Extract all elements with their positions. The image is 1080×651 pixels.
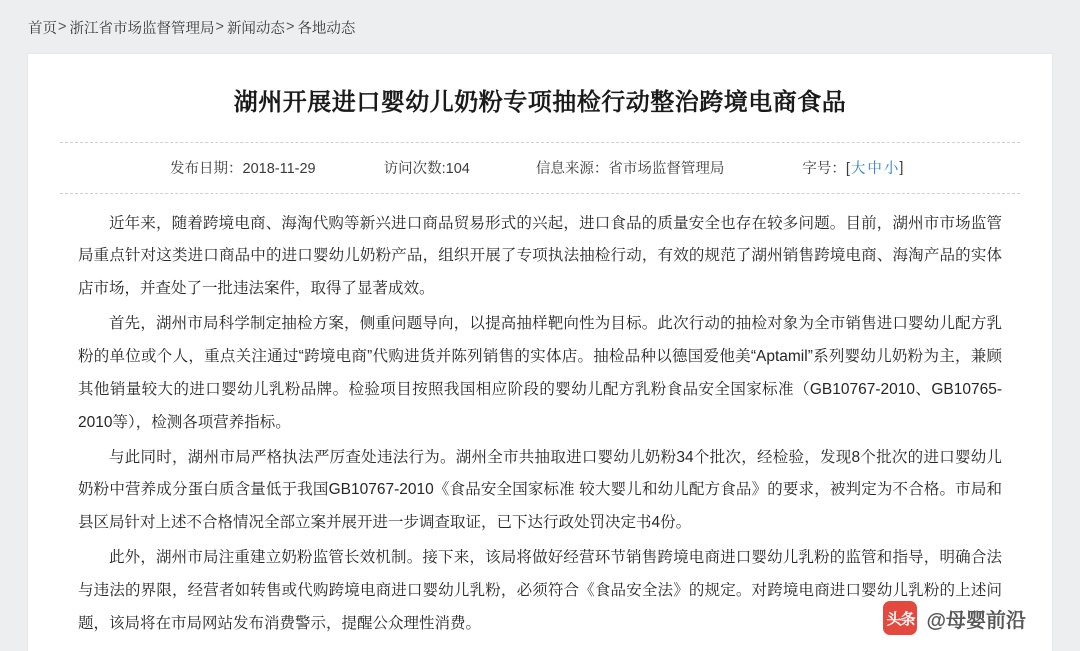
article-paragraph: 与此同时，湖州市局严格执法严厉查处违法行为。湖州全市共抽取进口婴幼儿奶粉34个批次，经检验，发现8个批次的进口婴幼儿奶粉中营养成分蛋白质含量低于我国GB10767-2010《食品安全国家标准 较大婴儿和幼儿配方食品》的要求，被判定为不合格。市局和县区局针对上述不合格情况全部立案并展开进一步调查取证，已下达行政处罚决定书4份。 [78, 448, 1002, 532]
article-paragraph: 此外，湖州市局注重建立奶粉监管长效机制。接下来，该局将做好经营环节销售跨境电商进口婴幼儿乳粉的监管和指导，明确合法与违法的界限，经营者如转售或代购跨境电商进口婴幼儿乳粉，必须符合《食品安全法》的规定。对跨境电商进口婴幼儿乳粉的上述问题，该局将在市局网站发布消费警示，提醒公众理性消费。 [78, 549, 1002, 632]
breadcrumb-separator: > [285, 19, 295, 35]
info-source: 信息来源：省市场监督管理局 [535, 161, 725, 178]
breadcrumb-item-news[interactable]: 新闻动态 [226, 20, 285, 37]
article-meta [60, 142, 1020, 194]
toutiao-logo-icon: 头条 [883, 601, 917, 635]
publish-date: 发布日期：2018-11-29 [170, 161, 316, 178]
visit-count: 访问次数:104 [383, 161, 470, 178]
breadcrumb-item-home[interactable]: 首页 [28, 20, 57, 37]
breadcrumb-separator: > [215, 19, 224, 35]
breadcrumb-item-bureau[interactable]: 浙江省市场监督管理局 [69, 20, 215, 37]
font-size-medium-button[interactable]: 中 [867, 161, 882, 178]
article-paragraph: 首先，湖州市局科学制定抽检方案，侧重问题导向，以提高抽样靶向性为目标。此次行动的抽检对象为全市销售进口婴幼儿配方乳粉的单位或个人，重点关注通过“跨境电商”代购进货并陈列销售的实体店。抽检品种以德国爱他美“Aptamil”系列婴幼儿奶粉为主，兼顾其他销量较大的进口婴幼儿乳粉品牌。检验项目按照我国相应阶段的婴幼儿配方乳粉食品安全国家标准（GB10767-2010、GB10765-2010等），检测各项营养指标。 [78, 315, 1002, 431]
article-card [28, 54, 1052, 651]
breadcrumb-separator: > [58, 19, 67, 35]
breadcrumb [0, 0, 1080, 54]
font-size-control [802, 157, 903, 178]
article-paragraph: 近年来，随着跨境电商、海淘代购等新兴进口商品贸易形式的兴起，进口食品的质量安全也存在较多问题。目前，湖州市市场监管局重点针对这类进口商品中的进口婴幼儿奶粉产品，组织开展了专项执法抽检行动，有效的规范了湖州销售跨境电商、海淘产品的实体店市场，并查处了一批违法案件，取得了显著成效。 [78, 214, 1002, 298]
font-size-large-button[interactable]: 大 [850, 161, 866, 178]
font-size-label: 字号：[ [802, 161, 850, 178]
watermark [883, 601, 1026, 635]
article-body [60, 194, 1020, 641]
font-size-close-bracket: ] [899, 159, 904, 176]
breadcrumb-item-local-news[interactable]: 各地动态 [297, 20, 356, 37]
page-title: 湖州开展进口婴幼儿奶粉专项抽检行动整治跨境电商食品 [233, 89, 847, 116]
font-size-small-button[interactable]: 小 [883, 161, 899, 178]
watermark-account-name: @母婴前沿 [926, 609, 1026, 632]
